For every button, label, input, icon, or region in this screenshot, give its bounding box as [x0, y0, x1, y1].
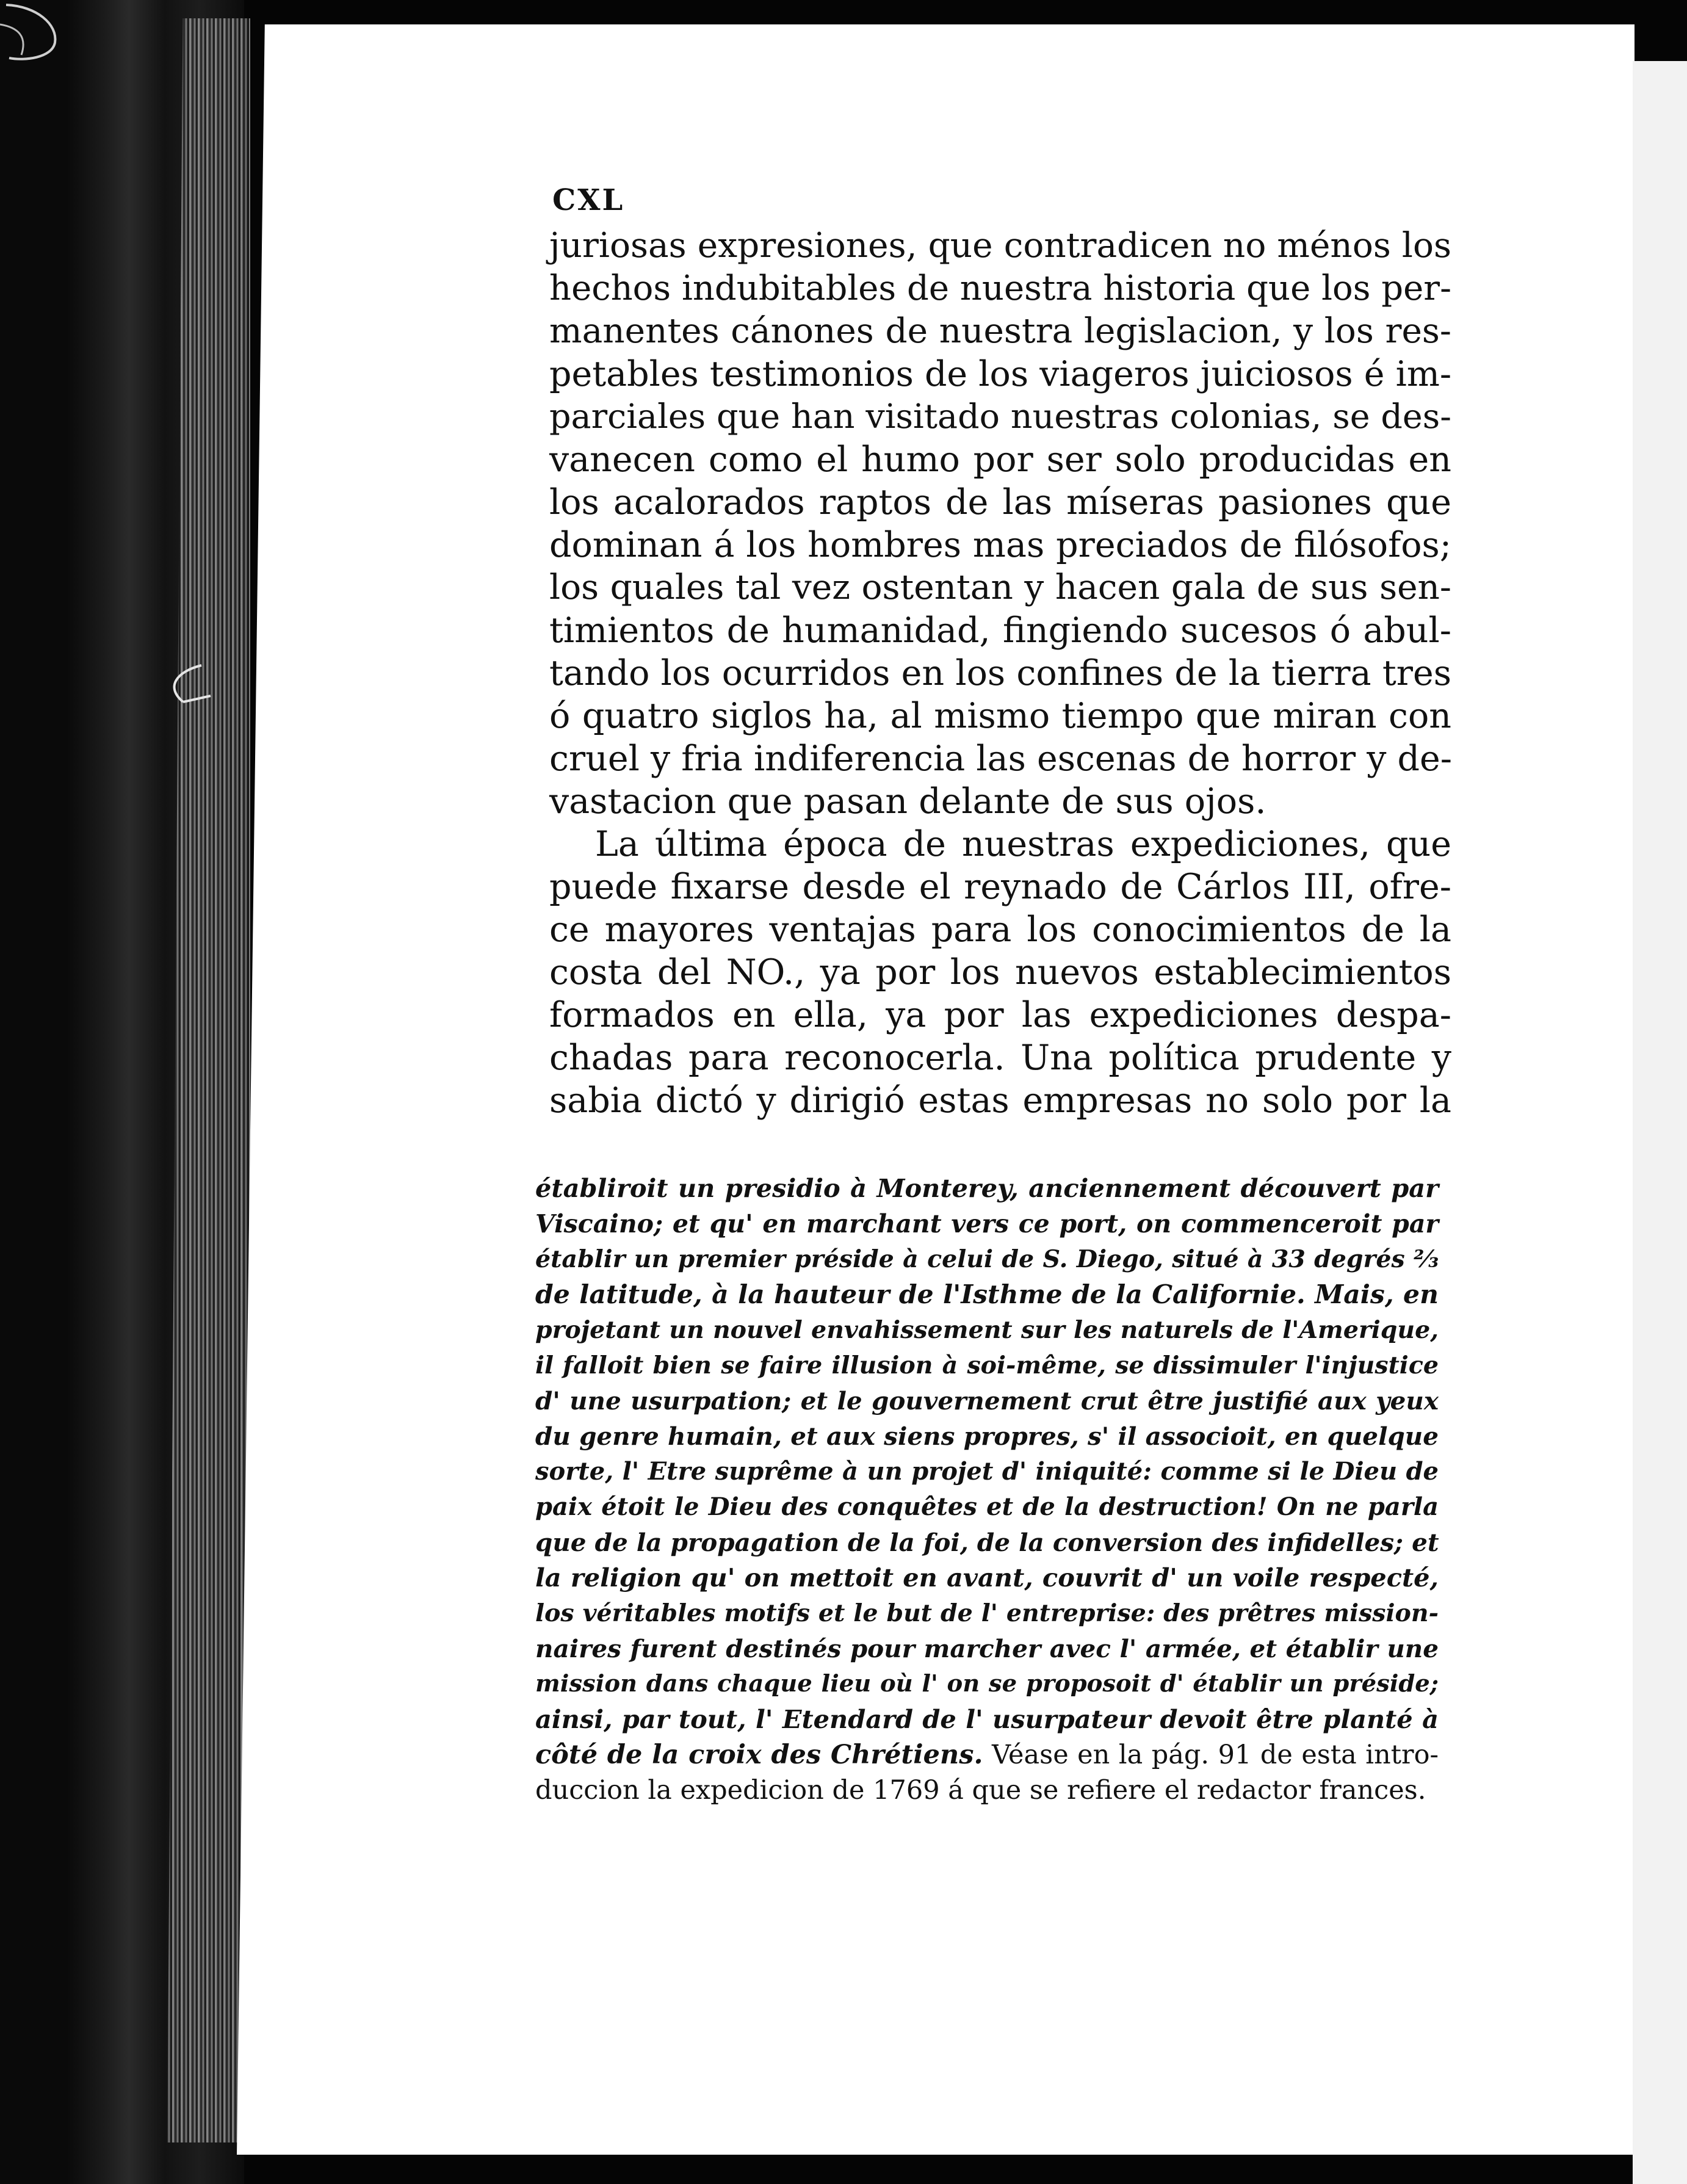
footnote-line: ainsi, par tout, l' Etendard de l' usurpateur devoit être planté à — [535, 1704, 1439, 1734]
footnote-line: la religion qu' on mettoit en avant, couvrit d' un voile respecté, — [535, 1563, 1439, 1593]
footnote-line: d' une usurpation; et le gouvernement crut être justifié aux yeux — [535, 1386, 1439, 1416]
page-folio: CXL — [552, 183, 625, 217]
footnote-line: que de la propagation de la foi, de la conversion des infidelles; et — [535, 1528, 1439, 1557]
footnote-mixed-line — [535, 1737, 1439, 1773]
footnote-line: établir un premier préside à celui de S. Diego, situé à 33 degrés ⅔ — [535, 1245, 1439, 1273]
footnote-line: projetant un nouvel envahissement sur les naturels de l'Amerique, — [535, 1316, 1439, 1344]
footnote-line: il falloit bien se faire illusion à soi-même, se dissimuler l'injustice — [535, 1351, 1439, 1379]
footnote-line: los véritables motifs et le but de l' entreprise: des prêtres mission- — [535, 1599, 1439, 1627]
footnote-last-line: duccion la expedicion de 1769 á que se refiere el redactor frances. — [535, 1775, 1426, 1806]
text-line: manentes cánones de nuestra legislacion, y los res- — [549, 311, 1451, 351]
text-line: ce mayores ventajas para los conocimientos de la — [549, 909, 1451, 950]
text-line: los quales tal vez ostentan y hacen gala de sus sen- — [549, 568, 1451, 607]
text-line: petables testimonios de los viageros juiciosos é im- — [549, 354, 1452, 394]
text-line: tando los ocurridos en los confines de la tierra tres — [549, 653, 1451, 693]
footnote-line: du genre humain, et aux siens propres, s' il associoit, en quelque — [535, 1422, 1439, 1451]
footnote-line: mission dans chaque lieu où l' on se proposoit d' établir un préside; — [535, 1670, 1439, 1698]
text-line: ó quatro siglos ha, al mismo tiempo que miran con — [549, 696, 1451, 736]
footnote-line: de latitude, à la hauteur de l'Isthme de la Californie. Mais, en — [535, 1279, 1439, 1310]
text-line: vastacion que pasan delante de sus ojos. — [549, 781, 1266, 822]
text-line: formados en ella, ya por las expediciones despa- — [549, 995, 1451, 1035]
text-line: chadas para reconocerla. Una política prudente y — [549, 1038, 1451, 1078]
footnote-line: sorte, l' Etre suprême à un projet d' iniquité: comme si le Dieu de — [535, 1457, 1439, 1486]
footnote-line: Viscaino; et qu' en marchant vers ce port, on commenceroit par — [535, 1209, 1439, 1238]
text-line: cruel y fria indiferencia las escenas de horror y de- — [549, 739, 1453, 779]
text-line: sabia dictó y dirigió estas empresas no solo por la — [549, 1080, 1451, 1121]
footnote-line: établiroit un presidio à Monterey, anciennement découvert par — [535, 1173, 1439, 1203]
paragraph-start-line: La última época de nuestras expediciones, que — [595, 824, 1451, 864]
text-line: dominan á los hombres mas preciados de filósofos; — [549, 525, 1451, 565]
footnote-line: naires furent destinés pour marcher avec l' armée, et établir une — [535, 1634, 1439, 1663]
footnote-roman-run: Véase en la pág. 91 de esta intro- — [983, 1740, 1439, 1770]
text-line: juriosas expresiones, que contradicen no ménos los — [549, 226, 1451, 266]
corner-scratch-mark — [0, 0, 73, 67]
text-line: los acalorados raptos de las míseras pasiones que — [549, 482, 1451, 522]
footnote-italic-run: côté de la croix des Chrétiens. — [535, 1740, 983, 1770]
text-line: puede fixarse desde el reynado de Cárlos III, ofre- — [549, 867, 1451, 907]
text-line: timientos de humanidad, fingiendo sucesos ó abul- — [549, 610, 1451, 651]
margin-scribble — [153, 659, 220, 714]
text-line: vanecen como el humo por ser solo producidas en — [549, 439, 1451, 480]
text-line: hechos indubitables de nuestra historia que los per- — [549, 269, 1451, 308]
text-line: parciales que han visitado nuestras colonias, se des- — [549, 397, 1451, 436]
footnote-line: paix étoit le Dieu des conquêtes et de la destruction! On ne parla — [535, 1492, 1439, 1521]
facing-page-edge — [1633, 61, 1687, 2184]
text-line: costa del NO., ya por los nuevos establecimientos — [549, 952, 1451, 993]
